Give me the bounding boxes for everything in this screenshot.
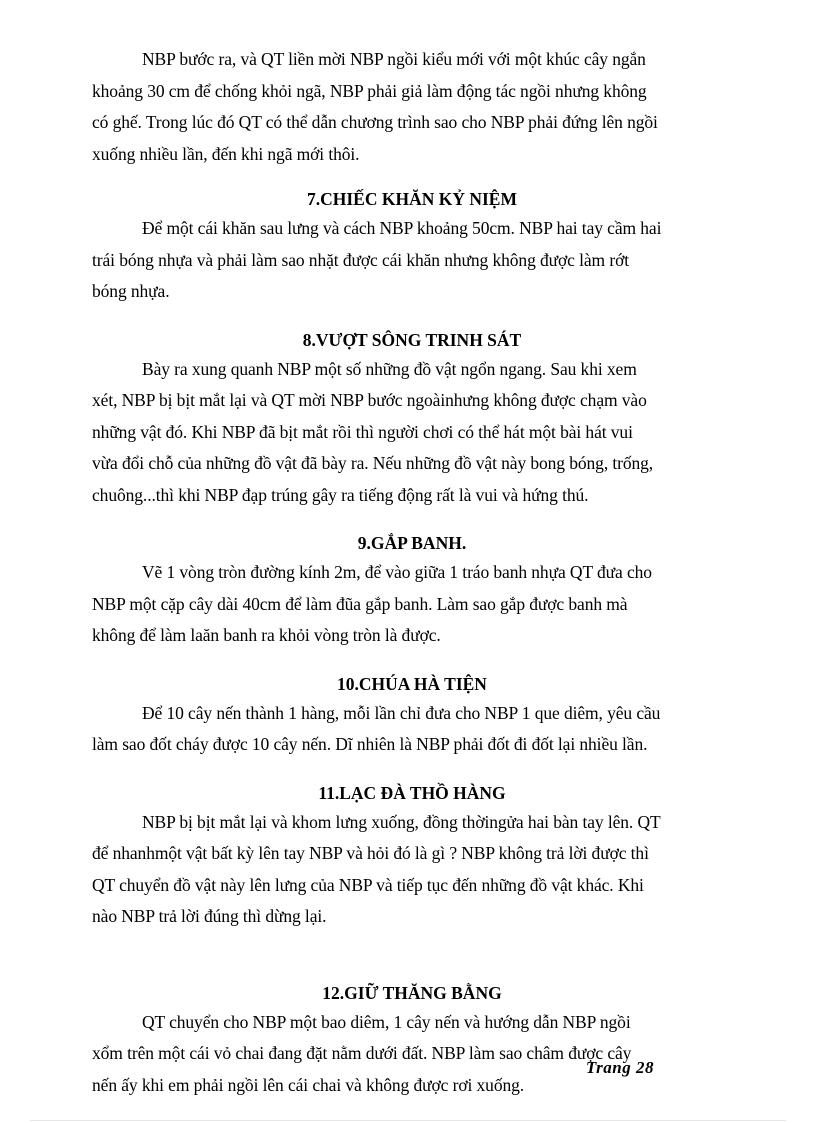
intro-paragraph	[92, 44, 732, 170]
section-8	[92, 326, 732, 512]
paragraph-line: vừa đổi chỗ của những đồ vật đã bày ra. Nếu những đồ vật này bong bóng, trống,	[92, 453, 654, 473]
paragraph-line: nến ấy khi em phải ngồi lên cái chai và không được rơi xuống.	[92, 1074, 525, 1095]
paragraph-line: xuống nhiều lần, đến khi ngã mới thôi.	[92, 143, 360, 164]
section-heading: 10.CHÚA HÀ TIỆN	[337, 673, 487, 694]
paragraph-line: xét, NBP bị bịt mắt lại và QT mời NBP bước ngoàinhưng không được chạm vào	[92, 390, 647, 410]
section-9	[92, 529, 732, 652]
paragraph-line: khoảng 30 cm để chống khỏi ngã, NBP phải giả làm động tác ngồi nhưng không	[92, 80, 647, 101]
page-bottom-edge	[30, 1120, 786, 1121]
paragraph-line: QT chuyển đồ vật này lên lưng của NBP và tiếp tục đến những đồ vật khác. Khi	[92, 874, 644, 895]
paragraph-line: Để một cái khăn sau lưng và cách NBP khoảng 50cm. NBP hai tay cầm hai	[142, 218, 662, 238]
paragraph-line: Để 10 cây nến thành 1 hàng, mỗi lần chỉ đưa cho NBP 1 que diêm, yêu cầu	[142, 702, 661, 723]
section-11	[92, 779, 732, 933]
section-heading: 8.VƯỢT SÔNG TRINH SÁT	[302, 329, 522, 350]
paragraph-line: nào NBP trả lời đúng thì dừng lại.	[92, 906, 327, 926]
section-heading: 9.GẮP BANH.	[357, 533, 467, 553]
paragraph-line: NBP bước ra, và QT liền mời NBP ngồi kiểu mới với một khúc cây ngắn	[142, 49, 646, 69]
paragraph-line: Bày ra xung quanh NBP một số những đồ vật ngổn ngang. Sau khi xem	[142, 358, 637, 379]
paragraph-line: làm sao đốt cháy được 10 cây nến. Dĩ nhiên là NBP phải đốt đi đốt lại nhiều lần.	[92, 734, 648, 754]
paragraph-line: xổm trên một cái vỏ chai đang đặt nằm dưới đất. NBP làm sao châm được cây	[92, 1043, 632, 1063]
section-heading: 7.CHIẾC KHĂN KỶ NIỆM	[306, 189, 517, 209]
paragraph-line: những vật đó. Khi NBP đã bịt mắt rồi thì người chơi có thể hát một bài hát vui	[92, 421, 633, 442]
paragraph-line: để nhanhmột vật bất kỳ lên tay NBP và hỏi đó là gì ? NBP không trả lời được thì	[92, 843, 649, 863]
paragraph-line: QT chuyển cho NBP một bao diêm, 1 cây nến và hướng dẫn NBP ngồi	[142, 1011, 631, 1032]
section-heading: 11.LẠC ĐÀ THỒ HÀNG	[318, 782, 506, 803]
paragraph-line: chuông...thì khi NBP đạp trúng gây ra tiếng động rất là vui và hứng thú.	[92, 484, 589, 505]
paragraph-line: bóng nhựa.	[92, 281, 170, 301]
paragraph-line: NBP một cặp cây dài 40cm để làm đũa gắp banh. Làm sao gắp được banh mà	[92, 593, 628, 614]
paragraph-line: Vẽ 1 vòng tròn đường kính 2m, để vào giữa 1 tráo banh nhựa QT đưa cho	[142, 562, 652, 582]
paragraph-line: không để làm laăn banh ra khỏi vòng tròn là được.	[92, 625, 441, 645]
document-page	[92, 44, 732, 1101]
paragraph-line: có ghế. Trong lúc đó QT có thể dẫn chương trình sao cho NBP phải đứng lên ngồi	[92, 112, 658, 132]
paragraph-line: trái bóng nhựa và phải làm sao nhặt được cái khăn nhưng không được làm rớt	[92, 249, 629, 270]
paragraph-line: NBP bị bịt mắt lại và khom lưng xuống, đồng thờingửa hai bàn tay lên. QT	[142, 811, 661, 832]
section-heading: 12.GIỮ THĂNG BẰNG	[322, 982, 502, 1003]
section-10	[92, 670, 732, 761]
section-12	[92, 979, 732, 1102]
page-number: Trang 28	[585, 1058, 654, 1077]
section-7	[92, 185, 732, 308]
